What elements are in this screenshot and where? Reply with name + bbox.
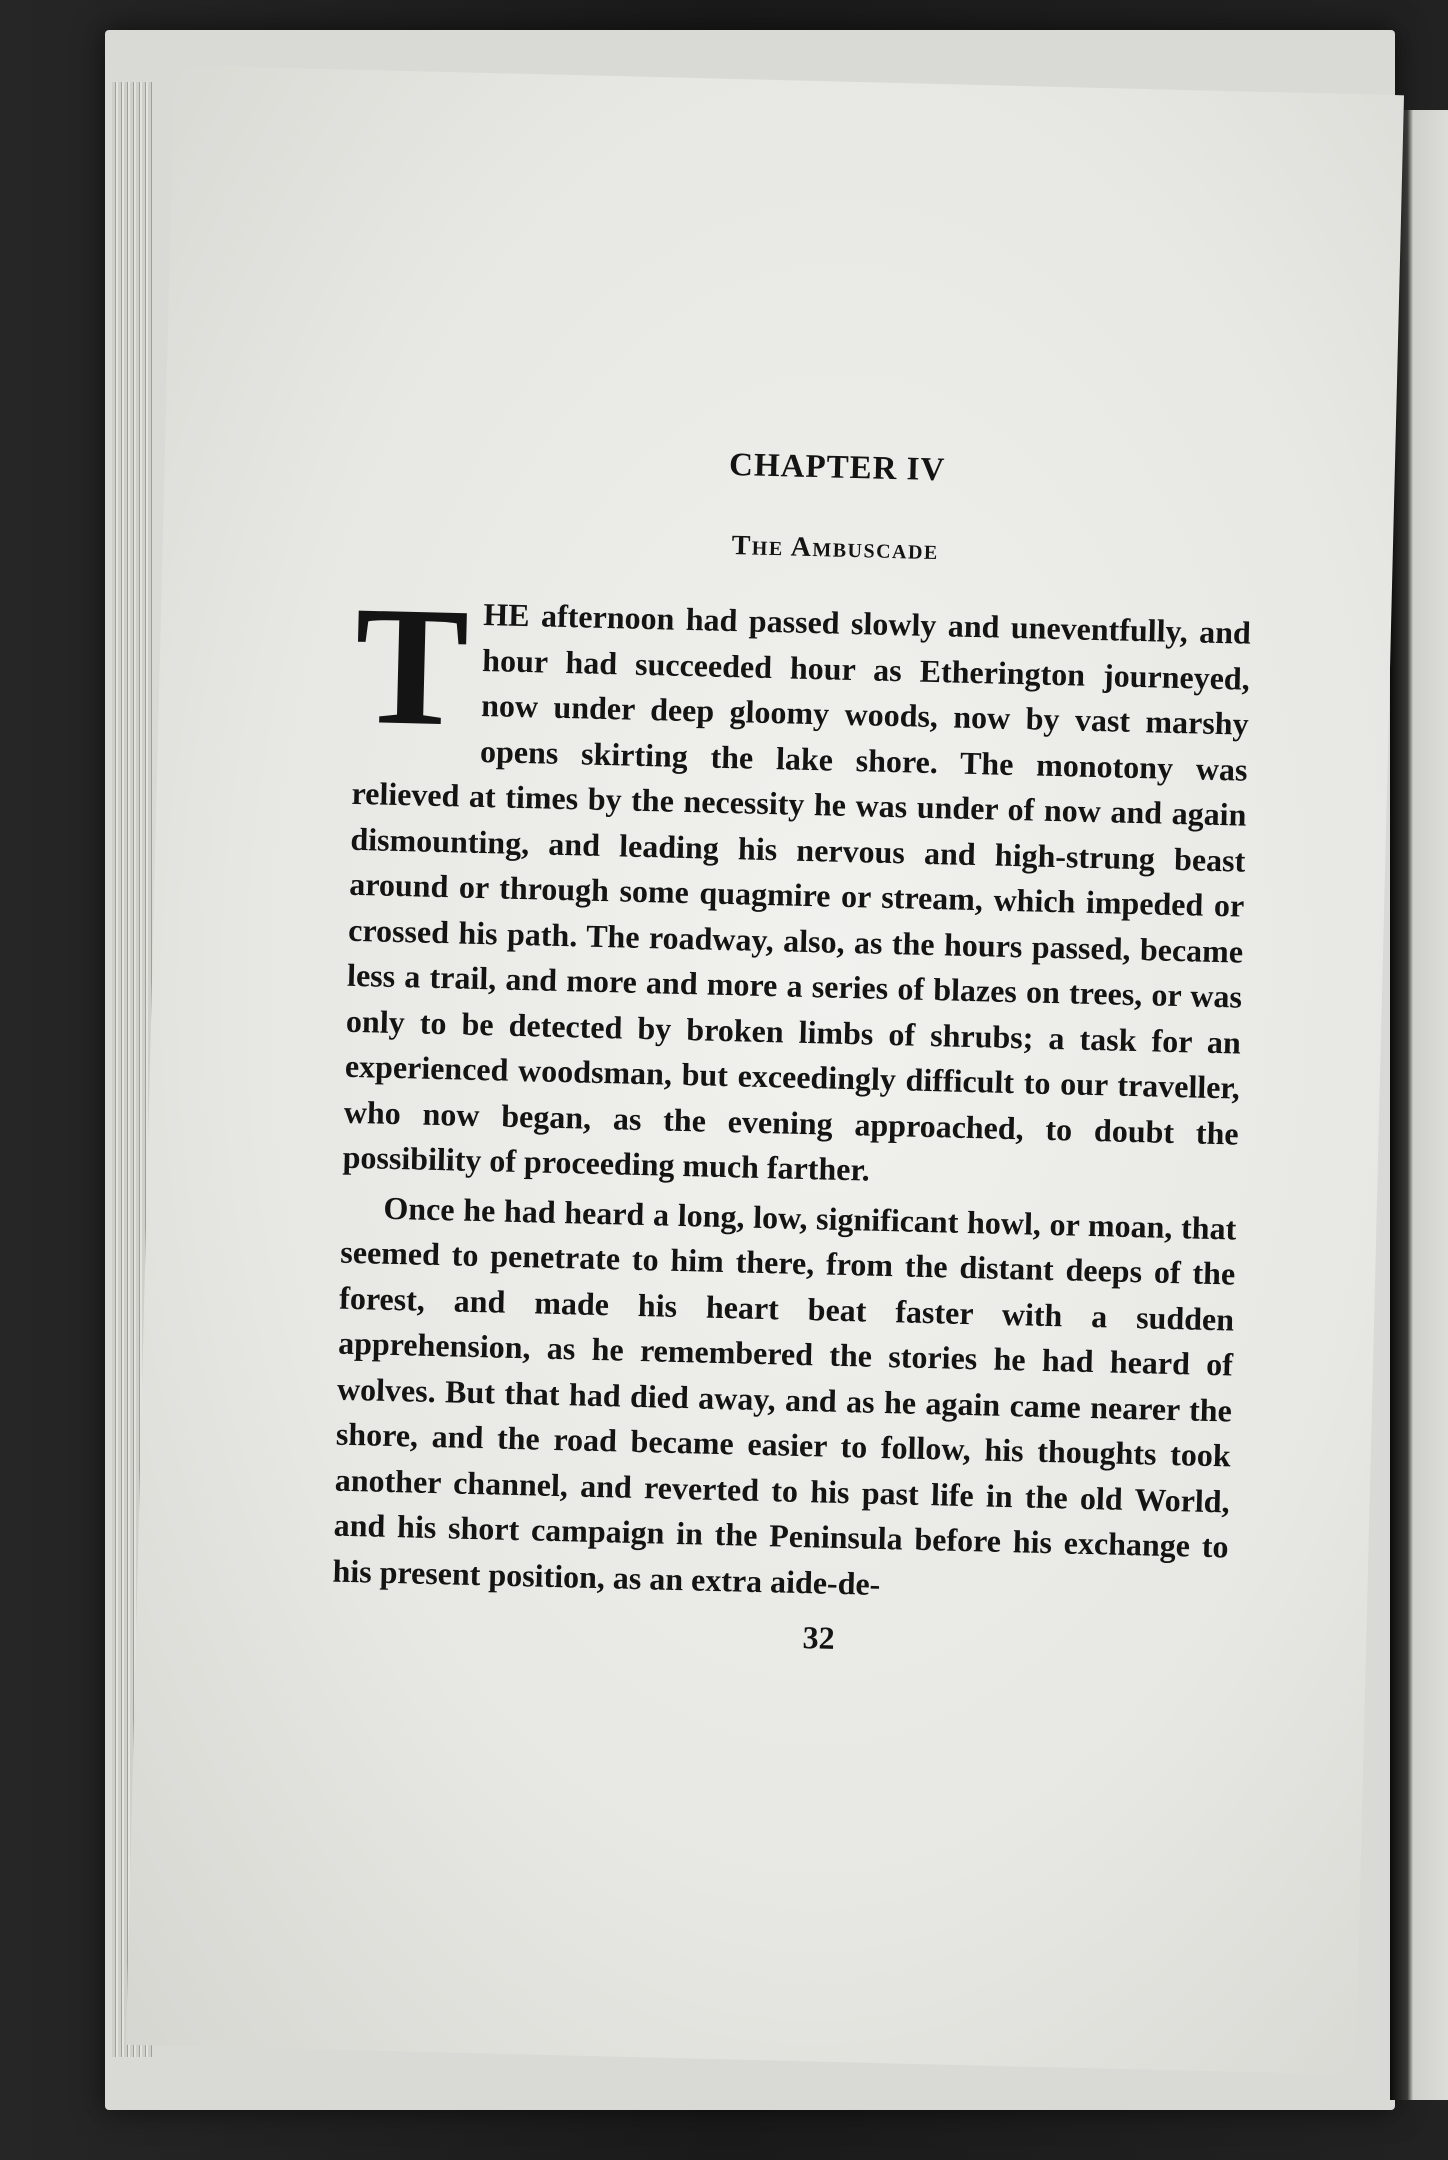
chapter-heading: CHAPTER IV xyxy=(728,446,946,489)
page-text xyxy=(331,438,1255,1667)
book-gutter xyxy=(1390,110,1448,2100)
drop-cap: T xyxy=(352,570,471,762)
book-page xyxy=(126,65,1404,2074)
chapter-title: The Ambuscade xyxy=(731,530,940,567)
paragraph-1-text: HE afternoon had passed slowly and uneventfully, and hour had succeeded hour as Etherington journeyed, now under deep gloomy woods, now by vast marshy opens skirting the lake shore. The monotony was relieved at times by the necessity he was under of now and again dismounting, and leading his nervous and high-strung beast around or through some quagmire or stream, which impeded or crossed his path. The roadway, also, as the hours passed, became less a trail, and more and more a series of blazes on trees, or was only to be detected by broken limbs of shrubs; a task for an experienced woodsman, but exceedingly difficult to our traveller, who now began, as the evening approached, to doubt the possibility of proceeding much farther. xyxy=(342,595,1252,1188)
page-number: 32 xyxy=(802,1619,836,1656)
paragraph-1 xyxy=(342,570,1252,1202)
paragraph-2: Once he had heard a long, low, significant howl, or moan, that seemed to penetrate to him there, from the distant deeps of the forest, and made his heart beat faster with a sudden apprehension, as he remembered the stories he had heard of wolves. But that had died away, and as he again came nearer the shore, and the road became easier to follow, his thoughts took another channel, and reverted to his past life in the old World, and his short campaign in the Peninsula before his exchange to his present position, as an extra aide-de- xyxy=(332,1189,1237,1602)
